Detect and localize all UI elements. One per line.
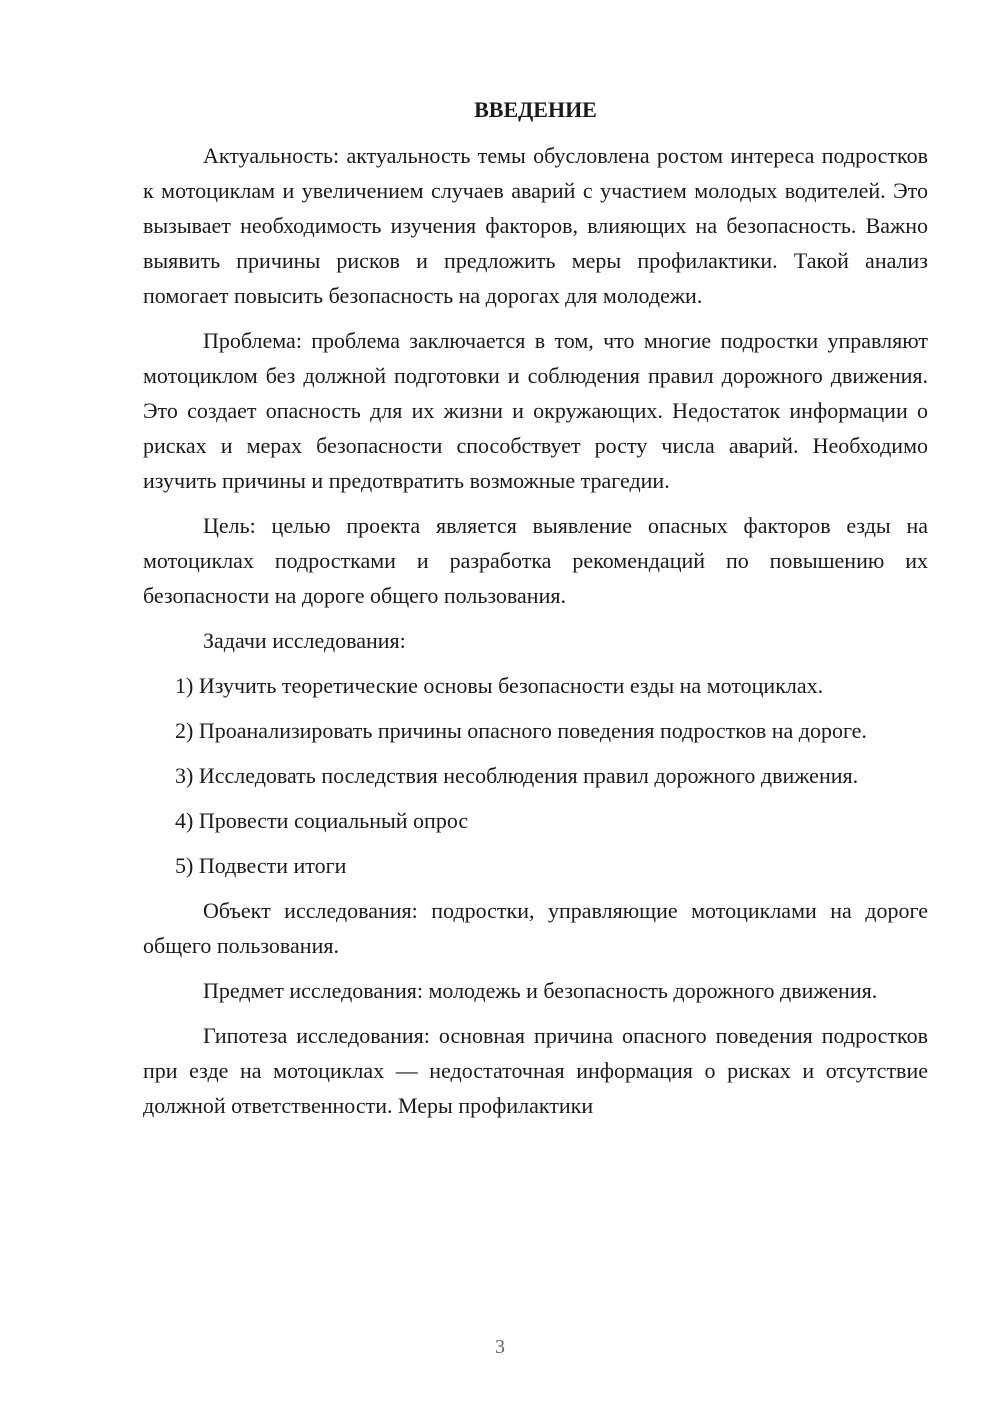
task-item: 5) Подвести итоги: [175, 853, 347, 878]
task-item: 1) Изучить теоретические основы безопасности езды на мотоциклах.: [175, 673, 824, 698]
tasks-heading: Задачи исследования:: [203, 628, 406, 653]
subject-paragraph: Предмет исследования: молодежь и безопасность дорожного движения.: [203, 978, 878, 1003]
problem-paragraph: Проблема: проблема заключается в том, что многие подростки управляют мотоциклом без должной подготовки и соблюдения правил дорожного движения. Это создает опасность для их жизни и окружающих. Недостаток информации о рисках и мерах безопасности способствует росту числа аварий. Необходимо изучить причины и предотвратить возможные трагедии.: [143, 328, 928, 493]
object-paragraph: Объект исследования: подростки, управляющие мотоциклами на дороге общего пользования.: [143, 898, 928, 958]
goal-paragraph: Цель: целью проекта является выявление опасных факторов езды на мотоциклах подростками и разработка рекомендаций по повышению их безопасности на дороге общего пользования.: [143, 513, 928, 608]
task-item: 2) Проанализировать причины опасного поведения подростков на дороге.: [175, 718, 867, 743]
page-content: [143, 94, 928, 1133]
relevance-paragraph: Актуальность: актуальность темы обусловлена ростом интереса подростков к мотоциклам и увеличением случаев аварий с участием молодых водителей. Это вызывает необходимость изучения факторов, влияющих на безопасность. Важно выявить причины рисков и предложить меры профилактики. Такой анализ помогает повысить безопасность на дорогах для молодежи.: [143, 143, 928, 308]
page-number: 3: [495, 1336, 505, 1358]
hypothesis-paragraph: Гипотеза исследования: основная причина опасного поведения подростков при езде на мотоциклах — недостаточная информация о рисках и отсутствие должной ответственности. Меры профилактики: [143, 1023, 928, 1118]
section-heading: ВВЕДЕНИЕ: [474, 97, 597, 122]
task-item: 3) Исследовать последствия несоблюдения правил дорожного движения.: [175, 763, 859, 788]
task-item: 4) Провести социальный опрос: [175, 808, 469, 833]
